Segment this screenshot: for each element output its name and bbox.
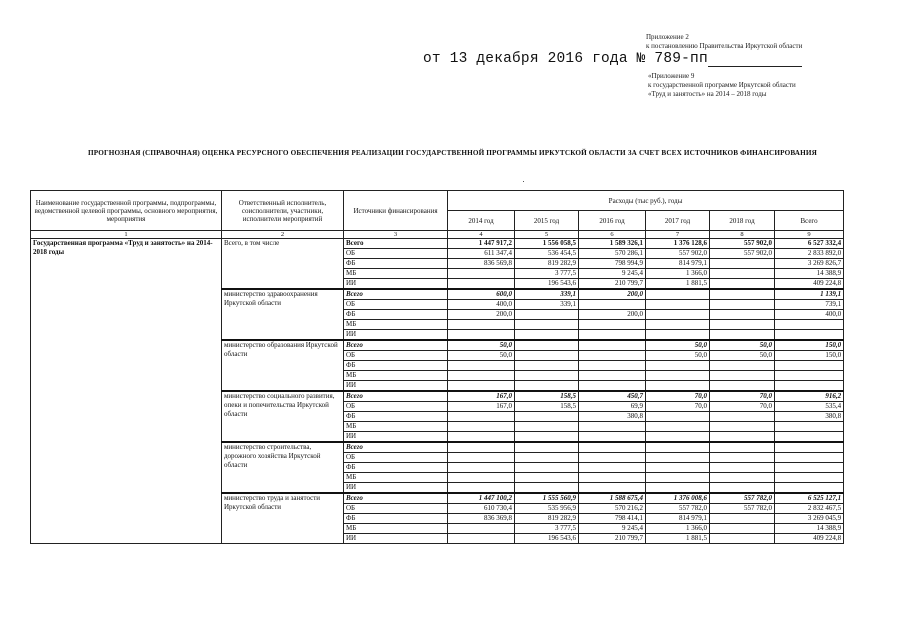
year-value-cell [710,361,775,371]
year-value-cell [646,463,710,473]
col-number: 1 [31,231,222,239]
year-value-cell [579,330,646,341]
col-number: 8 [710,231,775,239]
source-cell: ОБ [344,249,448,259]
year-value-cell [710,289,775,300]
year-value-cell: 50,0 [646,351,710,361]
year-value-cell [579,453,646,463]
total-value-cell: 3 269 045,9 [775,514,844,524]
year-value-cell [448,412,515,422]
year-value-cell: 557 902,0 [646,249,710,259]
source-cell: ФБ [344,514,448,524]
col-header-year: 2018 год [710,211,775,231]
source-cell: ИИ [344,432,448,443]
year-value-cell [646,310,710,320]
total-value-cell: 3 269 826,7 [775,259,844,269]
year-value-cell: 50,0 [710,351,775,361]
year-value-cell [646,330,710,341]
total-value-cell: 14 388,9 [775,524,844,534]
total-value-cell: 739,1 [775,300,844,310]
year-value-cell: 210 799,7 [579,534,646,544]
year-value-cell [515,371,579,381]
year-value-cell: 70,0 [646,391,710,402]
year-value-cell: 210 799,7 [579,279,646,290]
year-value-cell: 798 414,1 [579,514,646,524]
year-value-cell [515,310,579,320]
year-value-cell: 1 366,0 [646,524,710,534]
year-value-cell [515,361,579,371]
document-title: ПРОГНОЗНАЯ (СПРАВОЧНАЯ) ОЦЕНКА РЕСУРСНОГО ОБЕСПЕЧЕНИЯ РЕАЛИЗАЦИИ ГОСУДАРСТВЕННОЙ ПРОГРАММЫ ИРКУТСКОЙ ОБЛАСТИ ЗА СЧЕТ ВСЕХ ИСТОЧНИКОВ ФИНАНСИРОВАНИЯ [88,149,817,157]
year-value-cell [710,279,775,290]
resource-table [30,190,844,544]
year-value-cell [515,473,579,483]
program-appendix-line: к государственной программе Иркутской области [648,81,796,89]
decree-line: от 13 декабря 2016 года № 789-пп [423,51,708,67]
source-cell: МБ [344,473,448,483]
year-value-cell: 557 782,0 [646,504,710,514]
year-value-cell [448,279,515,290]
year-value-cell: 610 730,4 [448,504,515,514]
year-value-cell: 570 286,1 [579,249,646,259]
source-cell: МБ [344,320,448,330]
year-value-cell [448,442,515,453]
year-value-cell: 819 282,9 [515,514,579,524]
year-value-cell: 557 782,0 [710,504,775,514]
total-value-cell: 150,0 [775,351,844,361]
year-value-cell [448,524,515,534]
year-value-cell [710,514,775,524]
year-value-cell [515,381,579,392]
year-value-cell: 3 777,5 [515,269,579,279]
year-value-cell: 1 881,5 [646,534,710,544]
source-cell: МБ [344,371,448,381]
year-value-cell: 3 777,5 [515,524,579,534]
year-value-cell [710,442,775,453]
year-value-cell [448,371,515,381]
year-value-cell [646,442,710,453]
source-cell: ОБ [344,402,448,412]
decree-underline [708,66,802,67]
col-number: 3 [344,231,448,239]
year-value-cell: 158,5 [515,402,579,412]
year-value-cell: 814 979,1 [646,514,710,524]
year-value-cell: 557 782,0 [710,493,775,504]
source-cell: ФБ [344,310,448,320]
year-value-cell [710,269,775,279]
year-value-cell [579,300,646,310]
source-cell: ИИ [344,534,448,544]
total-value-cell [775,422,844,432]
year-value-cell: 167,0 [448,391,515,402]
year-value-cell: 1 376 128,6 [646,239,710,249]
year-value-cell: 600,0 [448,289,515,300]
total-value-cell: 535,4 [775,402,844,412]
total-value-cell [775,432,844,443]
year-value-cell [448,269,515,279]
col-header-year: 2014 год [448,211,515,231]
source-cell: ИИ [344,330,448,341]
year-value-cell [646,453,710,463]
source-cell: ИИ [344,381,448,392]
source-cell: Всего [344,239,448,249]
source-cell: Всего [344,289,448,300]
year-value-cell [646,432,710,443]
total-value-cell [775,453,844,463]
total-value-cell: 916,2 [775,391,844,402]
year-value-cell [710,300,775,310]
col-number: 4 [448,231,515,239]
year-value-cell: 1 589 326,1 [579,239,646,249]
table-body [31,239,844,544]
source-cell: Всего [344,391,448,402]
year-value-cell: 1 447 100,2 [448,493,515,504]
year-value-cell [448,381,515,392]
year-value-cell [710,534,775,544]
year-value-cell [515,453,579,463]
year-value-cell: 380,8 [579,412,646,422]
year-value-cell [448,483,515,494]
source-cell: ОБ [344,504,448,514]
year-value-cell [579,483,646,494]
year-value-cell: 1 376 008,6 [646,493,710,504]
executor-cell: Всего, в том числе [222,239,344,290]
col-header-executor: Ответственный исполнитель, соисполнители, участники, исполнители мероприятий [222,191,344,231]
total-value-cell: 1 139,1 [775,289,844,300]
year-value-cell: 196 543,6 [515,534,579,544]
total-value-cell [775,361,844,371]
year-value-cell [579,381,646,392]
source-cell: МБ [344,524,448,534]
total-value-cell: 150,0 [775,340,844,351]
year-value-cell: 570 216,2 [579,504,646,514]
year-value-cell [710,422,775,432]
total-value-cell: 6 525 127,1 [775,493,844,504]
total-value-cell [775,330,844,341]
source-cell: ФБ [344,463,448,473]
scan-speck [523,181,524,182]
col-header-year: 2016 год [579,211,646,231]
total-value-cell [775,320,844,330]
year-value-cell: 536 454,5 [515,249,579,259]
source-cell: Всего [344,493,448,504]
year-value-cell [646,412,710,422]
table-row [31,239,844,249]
year-value-cell [448,534,515,544]
year-value-cell [579,320,646,330]
year-value-cell [448,361,515,371]
total-value-cell: 2 832 467,5 [775,504,844,514]
year-value-cell: 400,0 [448,300,515,310]
executor-cell: министерство социального развития, опеки и попечительства Иркутской области [222,391,344,442]
year-value-cell [710,473,775,483]
year-value-cell: 200,0 [579,310,646,320]
year-value-cell [448,422,515,432]
year-value-cell: 70,0 [710,402,775,412]
year-value-cell [710,524,775,534]
executor-cell: министерство образования Иркутской области [222,340,344,391]
year-value-cell [448,330,515,341]
total-value-cell: 380,8 [775,412,844,422]
appendix-block [646,33,802,51]
source-cell: ОБ [344,300,448,310]
col-number: 7 [646,231,710,239]
year-value-cell: 1 555 560,9 [515,493,579,504]
year-value-cell [710,432,775,443]
year-value-cell: 69,9 [579,402,646,412]
total-value-cell [775,463,844,473]
total-value-cell: 2 833 892,0 [775,249,844,259]
year-value-cell [710,259,775,269]
appendix-line: к постановлению Правительства Иркутской области [646,42,803,50]
year-value-cell [579,432,646,443]
year-value-cell: 50,0 [646,340,710,351]
year-value-cell [579,473,646,483]
source-cell: МБ [344,269,448,279]
total-value-cell [775,483,844,494]
executor-cell: министерство здравоохранения Иркутской области [222,289,344,340]
source-cell: Всего [344,340,448,351]
year-value-cell [646,422,710,432]
year-value-cell: 339,1 [515,289,579,300]
total-value-cell: 400,0 [775,310,844,320]
year-value-cell [448,432,515,443]
year-value-cell [710,320,775,330]
year-value-cell: 814 979,1 [646,259,710,269]
source-cell: ИИ [344,279,448,290]
year-value-cell: 200,0 [448,310,515,320]
year-value-cell [646,473,710,483]
year-value-cell: 450,7 [579,391,646,402]
year-value-cell: 50,0 [710,340,775,351]
year-value-cell: 798 994,9 [579,259,646,269]
source-cell: МБ [344,422,448,432]
source-cell: Всего [344,442,448,453]
year-value-cell: 50,0 [448,340,515,351]
program-appendix-line: «Приложение 9 [648,72,695,80]
total-value-cell: 409 224,8 [775,534,844,544]
year-value-cell [710,453,775,463]
col-number: 6 [579,231,646,239]
col-header-expenses: Расходы (тыс руб.), годы [448,191,844,211]
year-value-cell [515,340,579,351]
year-value-cell: 200,0 [579,289,646,300]
year-value-cell [646,361,710,371]
year-value-cell: 836 369,8 [448,514,515,524]
col-header-year: 2017 год [646,211,710,231]
year-value-cell [579,371,646,381]
year-value-cell [448,473,515,483]
total-value-cell: 14 388,9 [775,269,844,279]
year-value-cell [646,289,710,300]
year-value-cell [448,453,515,463]
year-value-cell: 9 245,4 [579,524,646,534]
year-value-cell: 836 569,8 [448,259,515,269]
year-value-cell [579,422,646,432]
year-value-cell [646,483,710,494]
total-value-cell: 6 527 332,4 [775,239,844,249]
year-value-cell [710,412,775,422]
year-value-cell: 158,5 [515,391,579,402]
year-value-cell [515,422,579,432]
year-value-cell: 819 282,9 [515,259,579,269]
year-value-cell: 70,0 [646,402,710,412]
year-value-cell: 557 902,0 [710,239,775,249]
source-cell: ИИ [344,483,448,494]
year-value-cell: 167,0 [448,402,515,412]
source-cell: ОБ [344,351,448,361]
total-value-cell [775,381,844,392]
year-value-cell [515,320,579,330]
executor-cell: министерство строительства, дорожного хозяйства Иркутской области [222,442,344,493]
year-value-cell: 50,0 [448,351,515,361]
year-value-cell [515,412,579,422]
year-value-cell [448,320,515,330]
year-value-cell: 1 447 917,2 [448,239,515,249]
col-number: 9 [775,231,844,239]
year-value-cell [710,310,775,320]
year-value-cell [579,351,646,361]
col-number: 2 [222,231,344,239]
year-value-cell [579,463,646,473]
year-value-cell: 339,1 [515,300,579,310]
year-value-cell [579,361,646,371]
year-value-cell: 1 588 675,4 [579,493,646,504]
source-cell: ФБ [344,259,448,269]
year-value-cell: 1 556 058,5 [515,239,579,249]
year-value-cell [646,371,710,381]
year-value-cell: 1 366,0 [646,269,710,279]
executor-cell: министерство труда и занятости Иркутской области [222,493,344,544]
col-header-name: Наименование государственной программы, подпрограммы, ведомственной целевой программы, основного мероприятия, мероприятия [31,191,222,231]
year-value-cell [515,442,579,453]
year-value-cell [515,351,579,361]
source-cell: ФБ [344,361,448,371]
appendix-line: Приложение 2 [646,33,689,41]
year-value-cell [579,442,646,453]
year-value-cell: 611 347,4 [448,249,515,259]
col-header-total: Всего [775,211,844,231]
col-header-source: Источники финансирования [344,191,448,231]
year-value-cell [515,432,579,443]
year-value-cell [710,381,775,392]
year-value-cell: 535 956,9 [515,504,579,514]
year-value-cell: 70,0 [710,391,775,402]
year-value-cell: 9 245,4 [579,269,646,279]
year-value-cell: 1 881,5 [646,279,710,290]
program-name-cell: Государственная программа «Труд и занятость» на 2014-2018 годы [31,239,222,544]
total-value-cell [775,473,844,483]
year-value-cell [579,340,646,351]
program-appendix-block [648,72,796,99]
year-value-cell: 557 902,0 [710,249,775,259]
col-header-year: 2015 год [515,211,579,231]
year-value-cell [515,330,579,341]
col-number: 5 [515,231,579,239]
source-cell: ОБ [344,453,448,463]
year-value-cell [646,300,710,310]
year-value-cell: 196 543,6 [515,279,579,290]
total-value-cell: 409 224,8 [775,279,844,290]
year-value-cell [710,371,775,381]
total-value-cell [775,442,844,453]
year-value-cell [710,483,775,494]
year-value-cell [515,483,579,494]
year-value-cell [646,381,710,392]
year-value-cell [448,463,515,473]
program-appendix-line: «Труд и занятость» на 2014 – 2018 годы [648,90,767,98]
year-value-cell [646,320,710,330]
year-value-cell [710,463,775,473]
source-cell: ФБ [344,412,448,422]
year-value-cell [515,463,579,473]
total-value-cell [775,371,844,381]
year-value-cell [710,330,775,341]
